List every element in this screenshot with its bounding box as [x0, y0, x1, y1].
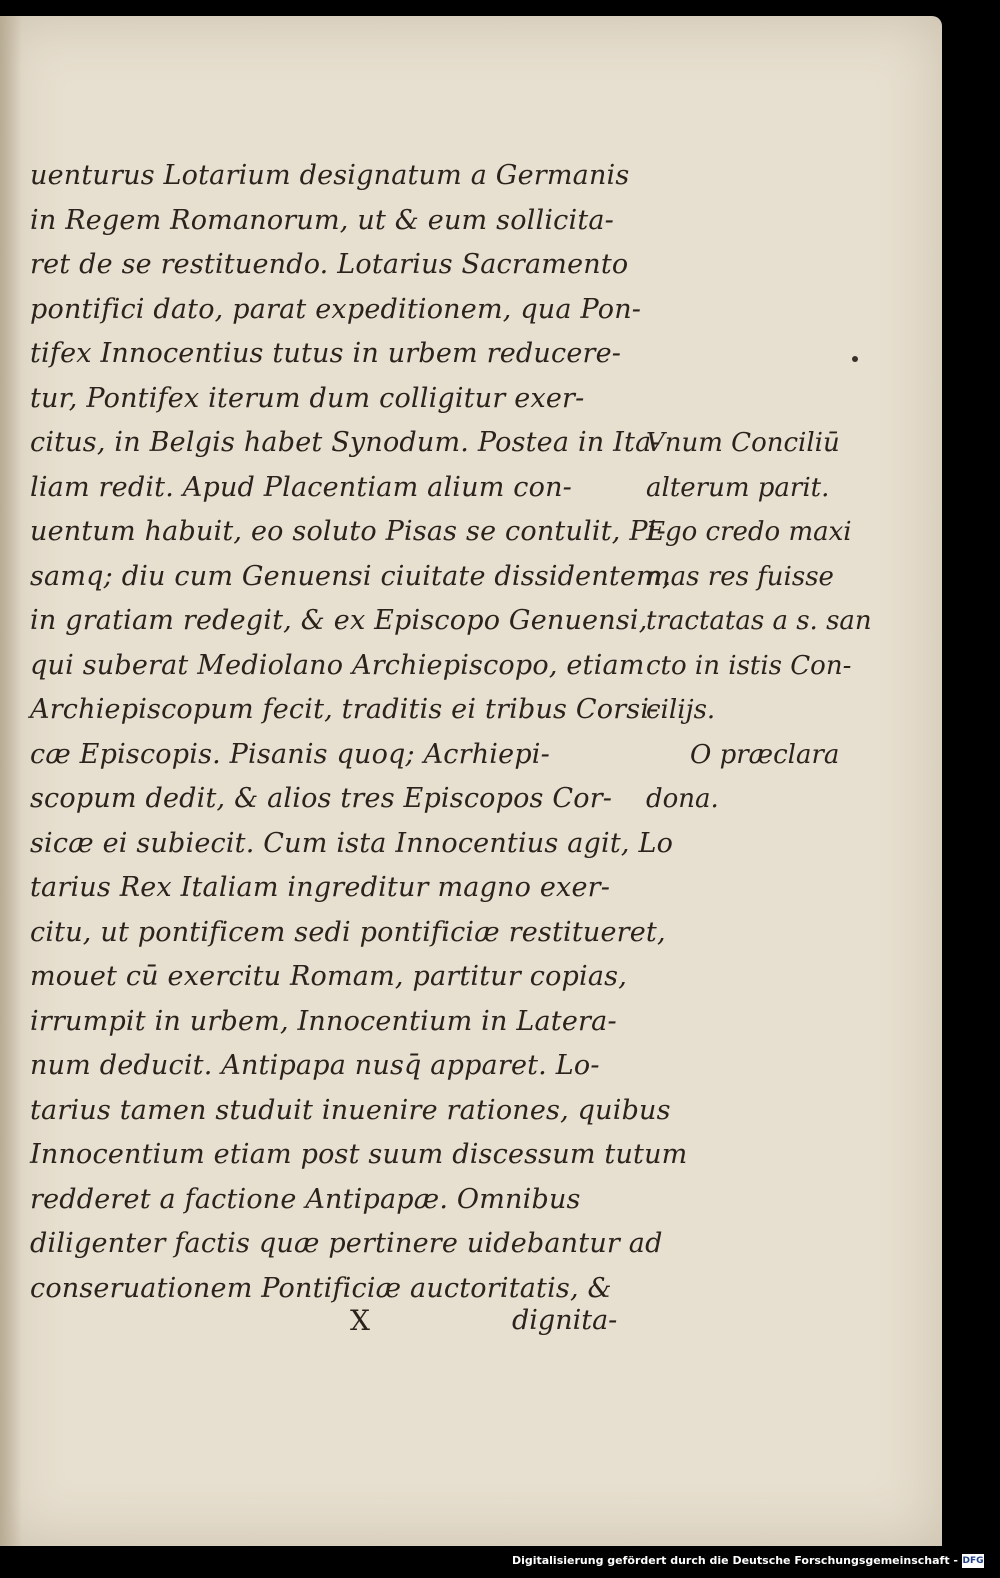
text-line: Archiepiscopum fecit, traditis ei tribus Corsi-: [30, 694, 659, 725]
funding-credit: Digitalisierung gefördert durch die Deutsche Forschungsgemeinschaft -: [511, 1554, 958, 1567]
text-line: citus, in Belgis habet Synodum. Postea in Ita-: [30, 427, 661, 458]
margin-note-line: Ego credo maxi: [646, 517, 852, 547]
margin-note-line: mas res fuisse: [646, 562, 834, 592]
text-line: citu, ut pontificem sedi pontificiæ restitueret,: [30, 917, 666, 948]
margin-note-line: cilijs.: [646, 695, 716, 725]
text-line: tifex Innocentius tutus in urbem reducere-: [30, 338, 622, 369]
margin-note-line: alterum parit.: [646, 473, 830, 503]
text-line: tur, Pontifex iterum dum colligitur exer-: [30, 383, 585, 414]
text-line: ret de se restituendo. Lotarius Sacramento: [30, 249, 629, 280]
text-line: num deducit. Antipapa nusq̄ apparet. Lo-: [30, 1050, 600, 1081]
ink-dot: [852, 356, 858, 362]
catchword: dignita-: [512, 1305, 618, 1336]
text-line: in gratiam redegit, & ex Episcopo Genuensi,: [30, 605, 648, 636]
text-line: mouet cū exercitu Romam, partitur copias,: [30, 961, 628, 992]
text-line: cæ Episcopis. Pisanis quoq; Acrhiepi-: [30, 739, 550, 770]
text-line: diligenter factis quæ pertinere uidebantur ad: [30, 1228, 663, 1259]
text-line: redderet a factione Antipapæ. Omnibus: [30, 1184, 581, 1215]
signature-mark: X: [350, 1304, 370, 1337]
text-line: pontifici dato, parat expeditionem, qua Pon-: [30, 294, 642, 325]
text-line: conseruationem Pontificiæ auctoritatis, &: [30, 1273, 612, 1304]
margin-note-line: Vnum Conciliū: [646, 428, 840, 458]
page-gutter-shadow: [0, 16, 22, 1546]
text-line: irrumpit in urbem, Innocentium in Latera-: [30, 1006, 617, 1037]
text-line: liam redit. Apud Placentiam alium con-: [30, 472, 572, 503]
text-line: scopum dedit, & alios tres Episcopos Cor-: [30, 783, 613, 814]
text-line: uentum habuit, eo soluto Pisas se contulit, Pi-: [30, 516, 666, 547]
text-line: samq; diu cum Genuensi ciuitate dissidentem,: [30, 561, 671, 592]
dfg-logo: DFG: [962, 1556, 984, 1566]
text-line: sicæ ei subiecit. Cum ista Innocentius agit, Lo: [30, 828, 674, 859]
text-line: qui suberat Mediolano Archiepiscopo, etiam: [30, 650, 645, 681]
book-page: [0, 16, 942, 1546]
text-line: in Regem Romanorum, ut & eum sollicita-: [30, 205, 614, 236]
text-line: tarius tamen studuit inuenire rationes, quibus: [30, 1095, 671, 1126]
margin-note-line: O præclara: [690, 740, 840, 770]
margin-note-line: cto in istis Con-: [646, 651, 852, 681]
margin-note-line: tractatas a s. san: [646, 606, 872, 636]
margin-note-line: dona.: [646, 784, 719, 814]
text-line: tarius Rex Italiam ingreditur magno exer-: [30, 872, 611, 903]
text-line: uenturus Lotarium designatum a Germanis: [30, 160, 630, 191]
text-line: Innocentium etiam post suum discessum tutum: [30, 1139, 688, 1170]
digitization-footer: [0, 1550, 1000, 1578]
